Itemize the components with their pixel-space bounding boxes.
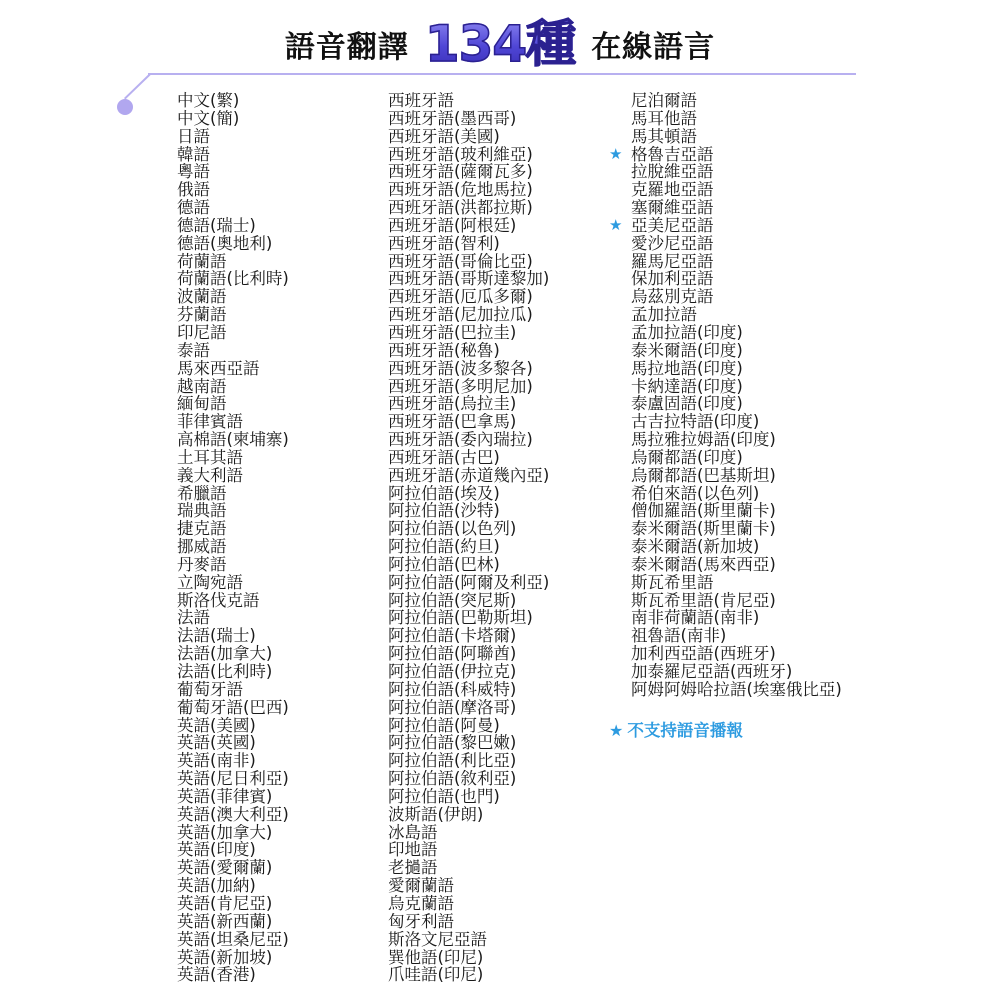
language-item	[631, 288, 891, 306]
language-label: 希伯來語(以色列)	[631, 483, 760, 503]
language-item	[388, 574, 608, 592]
language-label: 阿拉伯語(阿爾及利亞)	[388, 572, 550, 592]
language-label: 匈牙利語	[388, 911, 454, 931]
language-label: 希臘語	[177, 483, 227, 503]
language-label: 馬耳他語	[631, 108, 697, 128]
language-label: 拉脫維亞語	[631, 162, 714, 182]
language-label: 愛爾蘭語	[388, 876, 454, 896]
language-item	[177, 253, 377, 271]
language-item	[631, 378, 891, 396]
language-item	[177, 824, 377, 842]
language-item	[388, 645, 608, 663]
language-item	[631, 556, 891, 574]
language-item	[388, 431, 608, 449]
language-item	[177, 181, 377, 199]
language-item	[609, 215, 891, 235]
language-item	[631, 163, 891, 181]
language-item	[631, 592, 891, 610]
language-label: 英語(菲律賓)	[177, 786, 273, 806]
language-label: 巽他語(印尼)	[388, 947, 484, 967]
language-item	[177, 734, 377, 752]
language-column-2	[388, 92, 608, 984]
language-item	[177, 413, 377, 431]
divider-slant	[124, 74, 150, 99]
language-label: 德語	[177, 198, 210, 218]
language-item	[177, 306, 377, 324]
language-item	[388, 181, 608, 199]
language-label: 阿拉伯語(伊拉克)	[388, 662, 517, 681]
language-item	[388, 770, 608, 788]
language-item	[631, 645, 891, 663]
star-icon: ★	[609, 144, 623, 163]
language-label: 義大利語	[177, 465, 243, 485]
language-item	[177, 288, 377, 306]
bullet-dot	[117, 99, 133, 115]
language-label: 丹麥語	[177, 554, 227, 574]
language-label: 斯瓦希里語	[631, 572, 714, 592]
language-label: 西班牙語(波多黎各)	[388, 358, 533, 378]
language-label: 西班牙語(委內瑞拉)	[388, 430, 533, 450]
language-label: 阿拉伯語(科威特)	[388, 679, 517, 699]
title-online-languages: 在線語言	[591, 30, 716, 65]
language-item	[177, 485, 377, 503]
star-icon: ★	[609, 215, 623, 234]
language-label: 阿拉伯語(約旦)	[388, 537, 500, 557]
language-item	[177, 913, 377, 931]
language-item	[631, 324, 891, 342]
language-item	[388, 592, 608, 610]
language-item	[388, 395, 608, 413]
language-item	[631, 395, 891, 413]
language-item	[388, 627, 608, 645]
title-voice-translation: 語音翻譯	[284, 30, 409, 65]
language-label: 印地語	[388, 840, 438, 860]
language-item	[177, 699, 377, 717]
language-item	[388, 449, 608, 467]
language-item	[388, 413, 608, 431]
language-item	[177, 467, 377, 485]
language-item	[631, 502, 891, 520]
language-label: 馬來西亞語	[177, 358, 260, 378]
language-item	[631, 574, 891, 592]
language-item	[388, 324, 608, 342]
language-label: 中文(繁)	[177, 91, 240, 110]
language-item	[631, 449, 891, 467]
language-item	[388, 699, 608, 717]
language-label: 尼泊爾語	[631, 91, 697, 110]
language-label: 僧伽羅語(斯里蘭卡)	[631, 501, 776, 521]
language-label: 西班牙語(洪都拉斯)	[388, 198, 533, 218]
language-label: 阿拉伯語(巴勒斯坦)	[388, 608, 533, 628]
language-item	[388, 199, 608, 217]
language-label: 法語	[177, 608, 210, 628]
language-item	[177, 92, 377, 110]
language-item	[177, 324, 377, 342]
language-label: 英語(加拿大)	[177, 822, 273, 842]
language-label: 西班牙語	[388, 91, 454, 110]
language-label: 越南語	[177, 376, 227, 396]
language-label: 荷蘭語(比利時)	[177, 269, 289, 289]
language-label: 斯瓦希里語(肯尼亞)	[631, 590, 776, 610]
language-label: 西班牙語(巴拉圭)	[388, 322, 517, 342]
language-label: 粵語	[177, 162, 210, 182]
language-label: 德語(瑞士)	[177, 215, 256, 235]
language-item	[177, 717, 377, 735]
language-item	[177, 128, 377, 146]
language-label: 韓語	[177, 144, 210, 164]
language-item	[177, 146, 377, 164]
language-label: 俄語	[177, 180, 210, 200]
language-label: 英語(愛爾蘭)	[177, 858, 273, 878]
language-item	[388, 931, 608, 949]
language-label: 泰米爾語(新加坡)	[631, 537, 760, 557]
language-item	[177, 378, 377, 396]
language-item	[609, 144, 891, 164]
language-item	[388, 966, 608, 984]
language-item	[177, 966, 377, 984]
language-item	[631, 681, 891, 699]
legend-note	[609, 717, 743, 741]
language-item	[388, 556, 608, 574]
language-item	[177, 574, 377, 592]
language-item	[177, 449, 377, 467]
language-label: 中文(簡)	[177, 108, 240, 128]
language-label: 西班牙語(厄瓜多爾)	[388, 287, 533, 307]
language-label: 阿拉伯語(突尼斯)	[388, 590, 517, 610]
language-item	[388, 235, 608, 253]
language-item	[388, 841, 608, 859]
language-item	[631, 199, 891, 217]
language-label: 菲律賓語	[177, 412, 243, 432]
language-item	[388, 717, 608, 735]
language-item	[388, 217, 608, 235]
language-label: 西班牙語(古巴)	[388, 447, 500, 467]
language-label: 高棉語(柬埔寨)	[177, 430, 289, 450]
language-label: 克羅地亞語	[631, 180, 714, 200]
language-item	[631, 413, 891, 431]
language-item	[388, 824, 608, 842]
language-item	[388, 306, 608, 324]
language-label: 塞爾維亞語	[631, 198, 714, 218]
language-label: 緬甸語	[177, 394, 227, 414]
language-item	[177, 556, 377, 574]
language-item	[177, 841, 377, 859]
language-label: 阿拉伯語(摩洛哥)	[388, 697, 517, 717]
language-label: 西班牙語(烏拉圭)	[388, 394, 517, 414]
language-label: 馬其頓語	[631, 126, 697, 146]
language-item	[631, 520, 891, 538]
header-divider	[148, 73, 856, 75]
language-label: 葡萄牙語	[177, 679, 243, 699]
language-item	[177, 663, 377, 681]
language-item	[388, 538, 608, 556]
language-item	[631, 663, 891, 681]
language-item	[177, 217, 377, 235]
page-header	[0, 14, 1000, 74]
language-label: 芬蘭語	[177, 305, 227, 325]
language-item	[388, 663, 608, 681]
language-label: 南非荷蘭語(南非)	[631, 608, 760, 628]
language-item	[177, 645, 377, 663]
language-item	[177, 859, 377, 877]
language-item	[177, 949, 377, 967]
language-item	[177, 270, 377, 288]
language-label: 英語(新加坡)	[177, 947, 273, 967]
language-item	[177, 877, 377, 895]
language-item	[177, 806, 377, 824]
language-item	[388, 360, 608, 378]
language-label: 烏克蘭語	[388, 893, 454, 913]
language-label: 西班牙語(赤道幾內亞)	[388, 465, 550, 485]
language-item	[388, 949, 608, 967]
language-label: 法語(瑞士)	[177, 626, 256, 646]
language-label: 卡納達語(印度)	[631, 376, 743, 396]
language-item	[388, 163, 608, 181]
language-item	[388, 859, 608, 877]
language-label: 挪威語	[177, 537, 227, 557]
language-label: 泰米爾語(馬來西亞)	[631, 554, 776, 574]
language-label: 印尼語	[177, 322, 227, 342]
language-column-1	[177, 92, 377, 984]
language-label: 烏茲別克語	[631, 287, 714, 307]
language-label: 捷克語	[177, 519, 227, 539]
language-label: 西班牙語(墨西哥)	[388, 108, 517, 128]
language-item	[388, 288, 608, 306]
language-label: 西班牙語(美國)	[388, 126, 500, 146]
language-label: 西班牙語(薩爾瓦多)	[388, 162, 533, 182]
language-label: 老撾語	[388, 858, 438, 878]
language-label: 西班牙語(巴拿馬)	[388, 412, 517, 432]
language-item	[631, 467, 891, 485]
language-label: 荷蘭語	[177, 251, 227, 271]
language-label: 立陶宛語	[177, 572, 243, 592]
language-label: 泰盧固語(印度)	[631, 394, 743, 414]
language-label: 泰米爾語(斯里蘭卡)	[631, 519, 776, 539]
language-item	[177, 609, 377, 627]
language-label: 法語(加拿大)	[177, 644, 273, 664]
language-item	[631, 627, 891, 645]
language-label: 阿拉伯語(卡塔爾)	[388, 626, 517, 646]
language-item	[388, 378, 608, 396]
language-item	[177, 110, 377, 128]
language-item	[631, 181, 891, 199]
language-item	[177, 538, 377, 556]
language-label: 英語(南非)	[177, 751, 256, 771]
language-item	[631, 92, 891, 110]
language-item	[388, 752, 608, 770]
language-label: 馬拉雅拉姆語(印度)	[631, 430, 776, 450]
language-label: 土耳其語	[177, 447, 243, 467]
language-item	[177, 752, 377, 770]
language-label: 西班牙語(智利)	[388, 233, 500, 253]
language-label: 西班牙語(哥倫比亞)	[388, 251, 533, 271]
language-label: 英語(加納)	[177, 876, 256, 896]
language-label: 愛沙尼亞語	[631, 233, 714, 253]
language-label: 英語(新西蘭)	[177, 911, 273, 931]
language-item	[177, 520, 377, 538]
language-label: 阿拉伯語(黎巴嫩)	[388, 733, 517, 753]
language-item	[388, 788, 608, 806]
language-label: 孟加拉語	[631, 305, 697, 325]
language-label: 西班牙語(哥斯達黎加)	[388, 269, 550, 289]
language-item	[388, 467, 608, 485]
language-label: 阿拉伯語(阿聯酋)	[388, 644, 517, 664]
language-item	[388, 734, 608, 752]
language-label: 阿拉伯語(利比亞)	[388, 751, 517, 771]
language-item	[177, 770, 377, 788]
language-label: 冰島語	[388, 822, 438, 842]
language-label: 阿拉伯語(埃及)	[388, 483, 500, 503]
language-label: 英語(尼日利亞)	[177, 769, 289, 789]
language-label: 格魯吉亞語	[631, 144, 714, 164]
language-label: 羅馬尼亞語	[631, 251, 714, 271]
language-label: 阿拉伯語(也門)	[388, 786, 500, 806]
language-label: 法語(比利時)	[177, 662, 273, 681]
language-label: 波斯語(伊朗)	[388, 804, 484, 824]
language-label: 英語(香港)	[177, 965, 256, 985]
language-label: 祖魯語(南非)	[631, 626, 727, 646]
language-item	[388, 609, 608, 627]
language-item	[177, 788, 377, 806]
language-label: 烏爾都語(印度)	[631, 447, 743, 467]
language-item	[177, 592, 377, 610]
language-item	[388, 502, 608, 520]
language-label: 西班牙語(危地馬拉)	[388, 180, 533, 200]
language-item	[631, 270, 891, 288]
language-label: 馬拉地語(印度)	[631, 358, 743, 378]
language-label: 西班牙語(阿根廷)	[388, 215, 517, 235]
language-item	[388, 128, 608, 146]
language-label: 英語(坦桑尼亞)	[177, 929, 289, 949]
language-item	[177, 681, 377, 699]
language-item	[388, 681, 608, 699]
language-item	[177, 235, 377, 253]
language-item	[177, 895, 377, 913]
language-label: 斯洛文尼亞語	[388, 929, 487, 949]
language-item	[388, 92, 608, 110]
language-label: 英語(英國)	[177, 733, 256, 753]
language-item	[631, 306, 891, 324]
language-item	[177, 199, 377, 217]
language-label: 泰語	[177, 340, 210, 360]
language-item	[177, 431, 377, 449]
language-item	[388, 146, 608, 164]
language-item	[388, 895, 608, 913]
language-item	[631, 431, 891, 449]
language-label: 英語(印度)	[177, 840, 256, 860]
language-item	[631, 609, 891, 627]
language-label: 阿姆阿姆哈拉語(埃塞俄比亞)	[631, 679, 842, 699]
language-item	[388, 110, 608, 128]
language-item	[388, 520, 608, 538]
language-item	[631, 128, 891, 146]
language-label: 古吉拉特語(印度)	[631, 412, 760, 432]
language-item	[388, 877, 608, 895]
language-label: 西班牙語(尼加拉瓜)	[388, 305, 533, 325]
language-item	[631, 485, 891, 503]
language-label: 阿拉伯語(阿曼)	[388, 715, 500, 735]
language-item	[388, 806, 608, 824]
language-label: 英語(美國)	[177, 715, 256, 735]
language-label: 西班牙語(多明尼加)	[388, 376, 533, 396]
language-label: 加利西亞語(西班牙)	[631, 644, 776, 664]
language-item	[388, 253, 608, 271]
language-item	[388, 342, 608, 360]
language-column-3	[609, 91, 891, 699]
language-label: 英語(澳大利亞)	[177, 804, 289, 824]
language-label: 阿拉伯語(巴林)	[388, 554, 500, 574]
legend-note-text: 不支持語音播報	[627, 721, 743, 740]
language-item	[388, 485, 608, 503]
language-label: 西班牙語(秘魯)	[388, 340, 500, 360]
language-label: 烏爾都語(巴基斯坦)	[631, 465, 776, 485]
language-item	[177, 931, 377, 949]
language-item	[631, 360, 891, 378]
language-label: 斯洛伐克語	[177, 590, 260, 610]
language-item	[388, 913, 608, 931]
language-label: 孟加拉語(印度)	[631, 322, 743, 342]
language-label: 西班牙語(玻利維亞)	[388, 144, 533, 164]
language-label: 保加利亞語	[631, 269, 714, 289]
title-count: 134種	[424, 15, 576, 73]
language-item	[177, 360, 377, 378]
language-label: 波蘭語	[177, 287, 227, 307]
language-label: 亞美尼亞語	[631, 215, 714, 235]
language-label: 阿拉伯語(敘利亞)	[388, 769, 517, 789]
language-label: 泰米爾語(印度)	[631, 340, 743, 360]
language-item	[388, 270, 608, 288]
language-label: 爪哇語(印尼)	[388, 965, 484, 985]
language-item	[177, 627, 377, 645]
language-label: 日語	[177, 126, 210, 146]
language-label: 阿拉伯語(沙特)	[388, 501, 500, 521]
language-item	[177, 163, 377, 181]
star-icon: ★	[609, 721, 624, 740]
language-item	[631, 342, 891, 360]
language-label: 瑞典語	[177, 501, 227, 521]
language-item	[631, 538, 891, 556]
language-label: 加泰羅尼亞語(西班牙)	[631, 662, 793, 681]
language-label: 阿拉伯語(以色列)	[388, 519, 517, 539]
language-item	[177, 395, 377, 413]
language-item	[177, 342, 377, 360]
language-label: 英語(肯尼亞)	[177, 893, 273, 913]
language-item	[631, 110, 891, 128]
language-label: 葡萄牙語(巴西)	[177, 697, 289, 717]
language-item	[631, 253, 891, 271]
language-item	[631, 235, 891, 253]
language-item	[177, 502, 377, 520]
language-label: 德語(奧地利)	[177, 233, 273, 253]
